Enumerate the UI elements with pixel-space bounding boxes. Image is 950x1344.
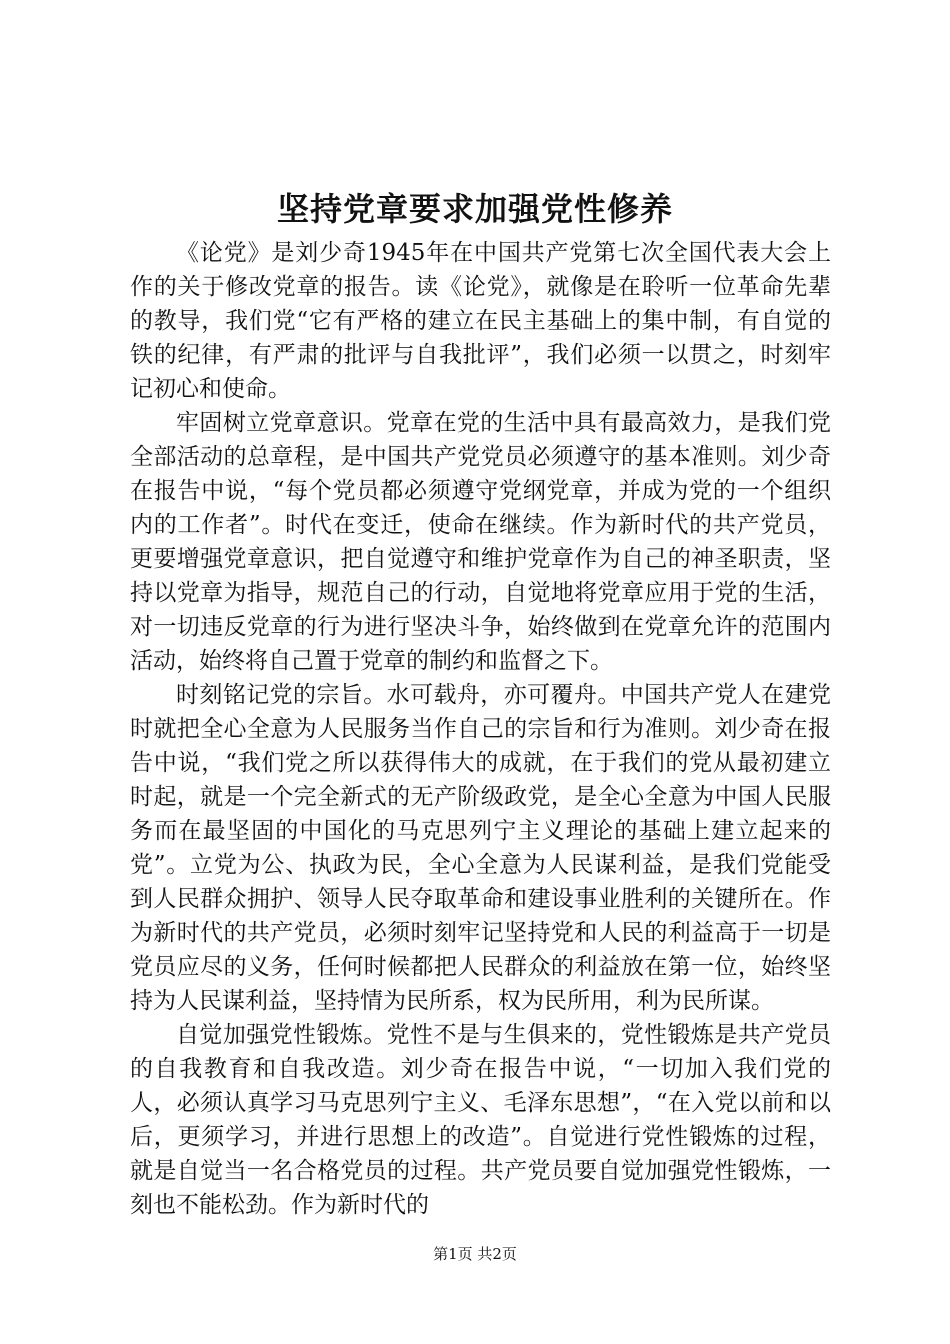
paragraph-party-constitution: 牢固树立党章意识。党章在党的生活中具有最高效力，是我们党全部活动的总章程，是中国共产党党员必须遵守的基本准则。刘少奇在报告中说，“每个党员都必须遵守党纲党章，并成为党的一个组织内的工作者”。时代在变迁，使命在继续。作为新时代的共产党员，更要增强党章意识，把自觉遵守和维护党章作为自己的神圣职责，坚持以党章为指导，规范自己的行动，自觉地将党章应用于党的生活，对一切违反党章的行为进行坚决斗争，始终做到在党章允许的范围内活动，始终将自己置于党章的制约和监督之下。 — [130, 410, 831, 674]
document-title: 坚持党章要求加强党性修养 — [276, 190, 673, 228]
document-body — [130, 236, 831, 1222]
paragraph-party-purpose: 时刻铭记党的宗旨。水可载舟，亦可覆舟。中国共产党人在建党时就把全心全意为人民服务当作自己的宗旨和行为准则。刘少奇在报告中说，“我们党之所以获得伟大的成就，在于我们的党从最初建立时起，就是一个完全新式的无产阶级政党，是全心全意为中国人民服务而在最坚固的中国化的马克思列宁主义理论的基础上建立起来的党”。立党为公、执政为民，全心全意为人民谋利益，是我们党能受到人民群众拥护、领导人民夺取革命和建设事业胜利的关键所在。作为新时代的共产党员，必须时刻牢记坚持党和人民的利益高于一切是党员应尽的义务，任何时候都把人民群众的利益放在第一位，始终坚持为人民谋利益，坚持情为民所系，权为民所用，利为民所谋。 — [130, 682, 831, 1014]
paragraph-party-spirit: 自觉加强党性锻炼。党性不是与生俱来的，党性锻炼是共产党员的自我教育和自我改造。刘少奇在报告中说，“一切加入我们党的人，必须认真学习马克思列宁主义、毛泽东思想”，“在入党以前和以后，更须学习，并进行思想上的改造”。自觉进行党性锻炼的过程，就是自觉当一名合格党员的过程。共产党员要自觉加强党性锻炼，一刻也不能松劲。作为新时代的 — [130, 1022, 831, 1218]
page-footer: 第1页 共2页 — [433, 1245, 517, 1263]
paragraph-intro: 《论党》是刘少奇1945年在中国共产党第七次全国代表大会上作的关于修改党章的报告。读《论党》，就像是在聆听一位革命先辈的教导，我们党“它有严格的建立在民主基础上的集中制，有自觉的铁的纪律，有严肃的批评与自我批评”，我们必须一以贯之，时刻牢记初心和使命。 — [130, 240, 831, 402]
